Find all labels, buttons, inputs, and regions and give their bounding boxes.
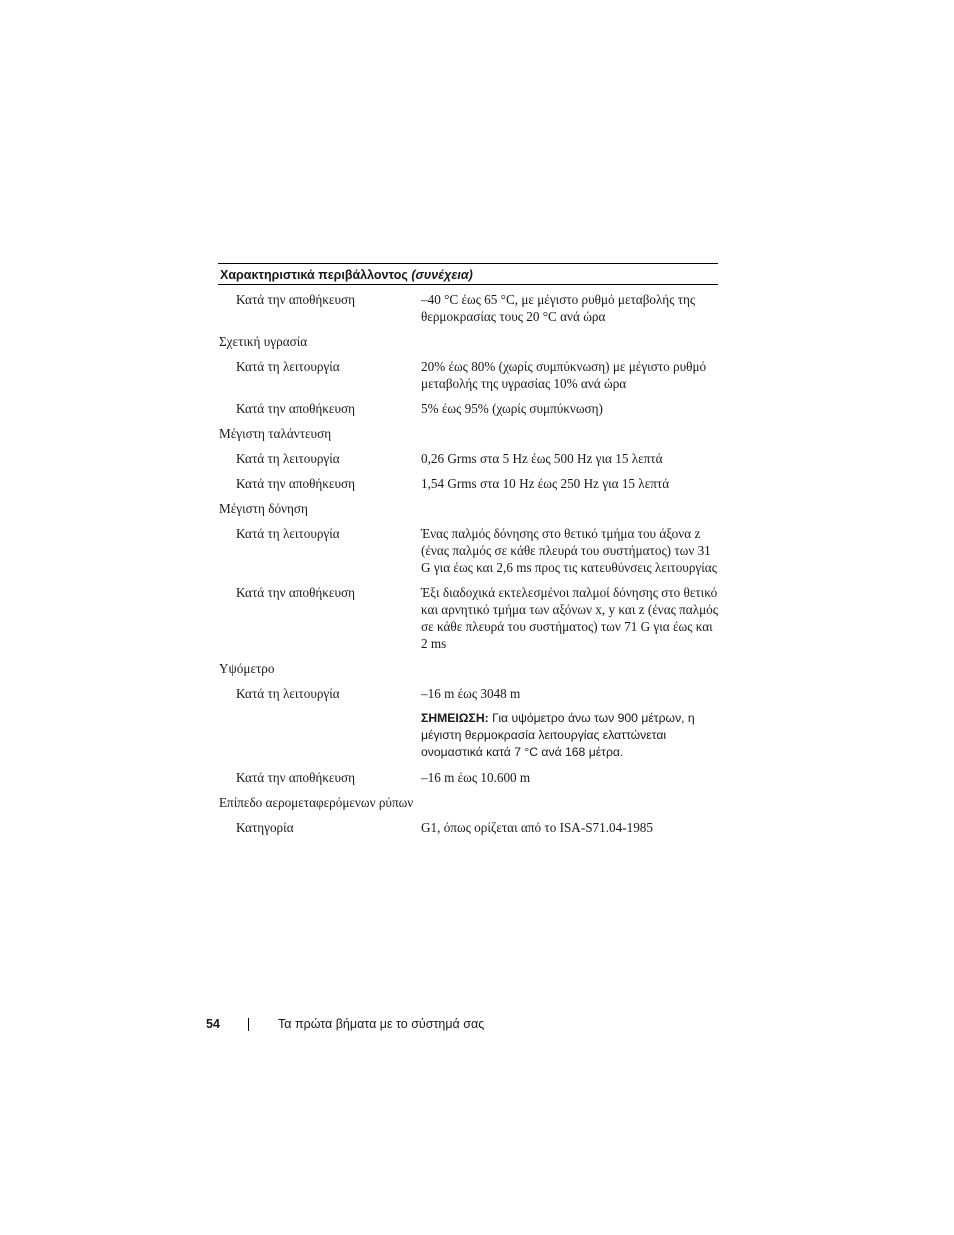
section-label: Υψόμετρο (219, 661, 275, 676)
row-altitude-storage (218, 769, 718, 786)
footer-separator (248, 1018, 249, 1031)
row-label: Κατά τη λειτουργία (236, 359, 340, 374)
altitude-note (421, 710, 718, 761)
row-label: Κατά την αποθήκευση (236, 770, 355, 785)
row-value: 5% έως 95% (χωρίς συμπύκνωση) (421, 401, 603, 416)
row-shock-operating (218, 525, 718, 576)
row-value: Έξι διαδοχικά εκτελεσμένοι παλμοί δόνησης στο θετικό και αρνητικό τμήμα των αξόνων x, y και z (ένας παλμός σε κάθε πλευρά του συστήματος) των 71 G για έως και 2 ms (421, 585, 718, 651)
row-value: –40 °C έως 65 °C, με μέγιστο ρυθμό μεταβολής της θερμοκρασίας τους 20 °C ανά ώρα (421, 292, 696, 324)
row-label: Κατά την αποθήκευση (236, 292, 355, 307)
row-label: Κατά την αποθήκευση (236, 476, 355, 491)
row-value: 20% έως 80% (χωρίς συμπύκνωση) με μέγιστο ρυθμό μεταβολής της υγρασίας 10% ανά ώρα (421, 359, 707, 391)
row-relative-humidity (218, 333, 718, 350)
chapter-title: Τα πρώτα βήματα με το σύστημά σας (278, 1017, 485, 1031)
section-label: Σχετική υγρασία (219, 334, 308, 349)
section-label: Επίπεδο αερομεταφερόμενων ρύπων (219, 795, 414, 810)
row-shock-storage (218, 584, 718, 652)
row-label: Κατά την αποθήκευση (236, 401, 355, 416)
row-value: Ένας παλμός δόνησης στο θετικό τμήμα του άξονα z (ένας παλμός σε κάθε πλευρά του συστήματος) των 31 G για έως και 2,6 ms προς τις κατευθύνσεις λειτουργίας (421, 526, 717, 575)
section-label: Μέγιστη ταλάντευση (219, 426, 332, 441)
row-max-vibration (218, 425, 718, 442)
page-number: 54 (206, 1017, 220, 1031)
row-humidity-operating (218, 358, 718, 392)
row-label: Κατά τη λειτουργία (236, 686, 340, 701)
row-humidity-storage (218, 400, 718, 417)
row-label: Κατηγορία (236, 820, 294, 835)
row-label: Κατά τη λειτουργία (236, 451, 340, 466)
row-value: –16 m έως 10.600 m (421, 770, 531, 785)
row-airborne-contaminants (218, 794, 718, 811)
section-label: Μέγιστη δόνηση (219, 501, 308, 516)
row-label: Κατά τη λειτουργία (236, 526, 340, 541)
row-value: –16 m έως 3048 m (421, 686, 521, 701)
row-altitude-operating (218, 685, 718, 761)
row-max-shock (218, 500, 718, 517)
table-title-continued: (συνέχεια) (411, 268, 473, 282)
row-label: Κατά την αποθήκευση (236, 585, 355, 600)
row-altitude (218, 660, 718, 677)
table-header (218, 263, 718, 285)
row-value: 1,54 Grms στα 10 Hz έως 250 Hz για 15 λεπτά (421, 476, 670, 491)
row-value: G1, όπως ορίζεται από το ISA-S71.04-1985 (421, 820, 653, 835)
row-vibration-storage (218, 475, 718, 492)
row-contaminant-class (218, 819, 718, 836)
row-value: 0,26 Grms στα 5 Hz έως 500 Hz για 15 λεπτά (421, 451, 663, 466)
row-storage-temperature (218, 291, 718, 325)
note-text: Για υψόμετρο άνω των 900 μέτρων, η μέγιστη θερμοκρασία λειτουργίας ελαττώνεται ονομαστικά κατά 7 °C ανά 168 μέτρα. (421, 711, 695, 759)
environmental-specs-table (218, 263, 718, 836)
note-label: ΣΗΜΕΙΩΣΗ: (421, 711, 489, 725)
table-title: Χαρακτηριστικά περιβάλλοντος (220, 268, 408, 282)
row-vibration-operating (218, 450, 718, 467)
